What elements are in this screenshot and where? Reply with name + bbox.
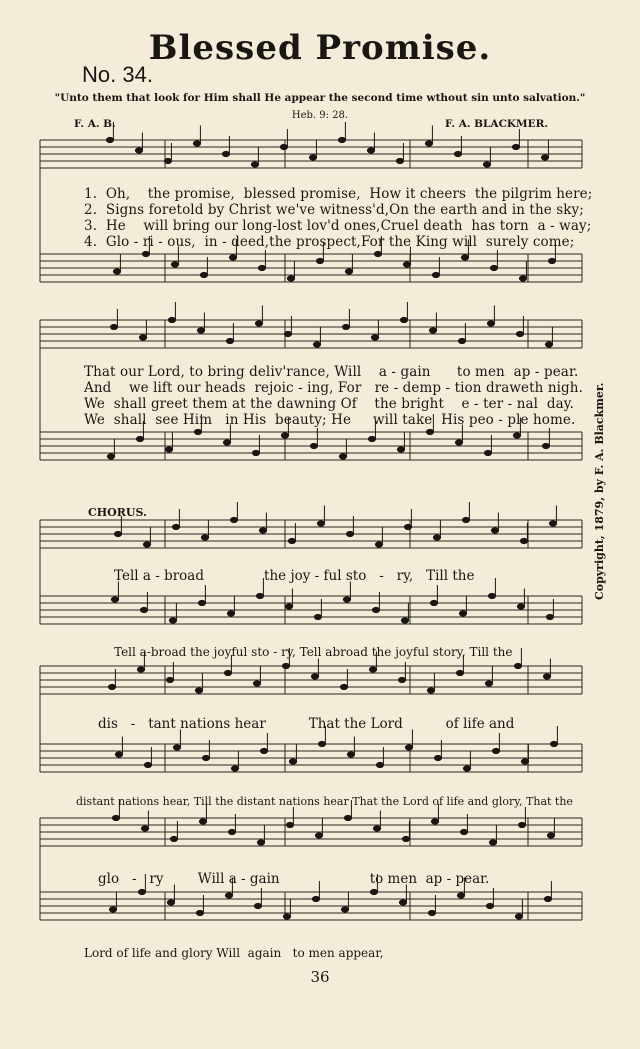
- scripture-reference: Heb. 9: 28.: [291, 110, 349, 121]
- notehead: [399, 900, 406, 905]
- chorus-treble-lyric-2: dis - tant nations hear That the Lord of life and: [98, 716, 515, 732]
- notehead: [315, 833, 322, 838]
- notehead: [108, 684, 115, 689]
- notehead: [231, 766, 238, 771]
- notehead: [259, 528, 266, 533]
- notehead: [543, 674, 550, 679]
- notehead: [115, 752, 122, 757]
- verse-4-line-1: 4. Glo - ri - ous, in - deed,the prospect,For the King will surely come;: [84, 234, 575, 250]
- notehead: [252, 450, 259, 455]
- notehead: [167, 900, 174, 905]
- notehead: [142, 251, 149, 256]
- verse-2-line-2: And we lift our heads rejoic - ing, For re - demp - tion draweth nigh.: [84, 380, 583, 396]
- verse-1-line-2: That our Lord, to bring deliv'rance, Will a - gain to men ap - pear.: [84, 364, 579, 380]
- page-number: 36: [310, 968, 330, 986]
- notehead: [138, 889, 145, 894]
- notehead: [370, 889, 377, 894]
- notehead: [170, 836, 177, 841]
- notehead: [342, 324, 349, 329]
- notehead: [171, 262, 178, 267]
- notehead: [193, 141, 200, 146]
- verse-4-line-2: We shall see Him in His beauty; He will take His peo - ple home.: [84, 412, 576, 428]
- notehead: [486, 903, 493, 908]
- notehead: [344, 815, 351, 820]
- notehead: [397, 447, 404, 452]
- notehead: [369, 667, 376, 672]
- notehead: [312, 896, 319, 901]
- notehead: [199, 819, 206, 824]
- notehead: [202, 755, 209, 760]
- notehead: [255, 321, 262, 326]
- notehead: [227, 611, 234, 616]
- notehead: [256, 593, 263, 598]
- notehead: [432, 272, 439, 277]
- notehead: [285, 604, 292, 609]
- verse-3-line-1: 3. He will bring our long-lost lov'd ones,Cruel death has torn a - way;: [84, 218, 592, 234]
- notehead: [280, 144, 287, 149]
- notehead: [318, 741, 325, 746]
- notehead: [281, 433, 288, 438]
- verse-1-line-1: 1. Oh, the promise, blessed promise, How it cheers the pilgrim here;: [84, 186, 593, 202]
- notehead: [166, 677, 173, 682]
- notehead: [513, 433, 520, 438]
- notehead: [488, 593, 495, 598]
- notehead: [309, 155, 316, 160]
- notehead: [515, 914, 522, 919]
- chorus-label: CHORUS.: [88, 506, 147, 519]
- notehead: [288, 538, 295, 543]
- notehead: [545, 342, 552, 347]
- notehead: [198, 600, 205, 605]
- notehead: [542, 443, 549, 448]
- verse-3-line-2: We shall greet them at the dawning Of the bright e - ter - nal day.: [84, 396, 575, 412]
- lyricist-credit: F. A. B.: [74, 118, 116, 130]
- notehead: [427, 688, 434, 693]
- notehead: [283, 914, 290, 919]
- notehead: [372, 607, 379, 612]
- notehead: [253, 681, 260, 686]
- verse-2-line-1: 2. Signs foretold by Christ we've witness'd,On the earth and in the sky;: [84, 202, 584, 218]
- notehead: [197, 328, 204, 333]
- notehead: [114, 531, 121, 536]
- notehead: [257, 840, 264, 845]
- notehead: [311, 674, 318, 679]
- notehead: [485, 681, 492, 686]
- notehead: [229, 255, 236, 260]
- notehead: [345, 269, 352, 274]
- notehead: [317, 521, 324, 526]
- notehead: [521, 759, 528, 764]
- notehead: [487, 321, 494, 326]
- notehead: [463, 766, 470, 771]
- notehead: [225, 893, 232, 898]
- notehead: [169, 618, 176, 623]
- notehead: [107, 454, 114, 459]
- notehead: [375, 542, 382, 547]
- notehead: [226, 338, 233, 343]
- notehead: [541, 155, 548, 160]
- notehead: [373, 826, 380, 831]
- notehead: [106, 137, 113, 142]
- notehead: [136, 436, 143, 441]
- notehead: [254, 903, 261, 908]
- notehead: [520, 538, 527, 543]
- notehead: [316, 258, 323, 263]
- notehead: [518, 822, 525, 827]
- scripture-epigraph: "Unto them that look for Him shall He appear the second time wthout sin unto salvation.": [54, 92, 586, 104]
- notehead: [194, 429, 201, 434]
- notehead: [258, 265, 265, 270]
- notehead: [228, 829, 235, 834]
- notehead: [340, 684, 347, 689]
- notehead: [251, 162, 258, 167]
- notehead: [404, 524, 411, 529]
- notehead: [195, 688, 202, 693]
- notehead: [459, 611, 466, 616]
- notehead: [492, 748, 499, 753]
- notehead: [460, 829, 467, 834]
- notehead: [200, 272, 207, 277]
- notehead: [368, 436, 375, 441]
- notehead: [141, 826, 148, 831]
- notehead: [374, 251, 381, 256]
- notehead: [462, 517, 469, 522]
- notehead: [173, 745, 180, 750]
- notehead: [431, 819, 438, 824]
- notehead: [519, 276, 526, 281]
- notehead: [222, 151, 229, 156]
- notehead: [433, 535, 440, 540]
- notehead: [110, 324, 117, 329]
- notehead: [338, 137, 345, 142]
- notehead: [544, 896, 551, 901]
- notehead: [112, 815, 119, 820]
- notehead: [490, 265, 497, 270]
- chorus-bass-lyric-1: Tell a-broad the joyful sto - ry, Tell abroad the joyful story, Till the: [114, 645, 513, 659]
- notehead: [461, 255, 468, 260]
- notehead: [548, 258, 555, 263]
- notehead: [402, 836, 409, 841]
- notehead: [547, 833, 554, 838]
- notehead: [314, 614, 321, 619]
- notehead: [403, 262, 410, 267]
- notehead: [347, 752, 354, 757]
- notehead: [139, 335, 146, 340]
- notehead: [165, 447, 172, 452]
- notehead: [517, 604, 524, 609]
- notehead: [172, 524, 179, 529]
- notehead: [339, 454, 346, 459]
- notehead: [455, 440, 462, 445]
- notehead: [429, 328, 436, 333]
- notehead: [428, 910, 435, 915]
- notehead: [286, 822, 293, 827]
- chorus-bass-lyric-2: distant nations hear, Till the distant nations hear That the Lord of life and glory, That the: [76, 795, 573, 808]
- notehead: [201, 535, 208, 540]
- composer-credit: F. A. BLACKMER.: [445, 118, 549, 130]
- notehead: [196, 910, 203, 915]
- notehead: [457, 893, 464, 898]
- notehead: [376, 762, 383, 767]
- notehead: [144, 762, 151, 767]
- notehead: [491, 528, 498, 533]
- chorus-bass-lyric-3: Lord of life and glory Will again to men appear,: [84, 946, 384, 960]
- notehead: [164, 158, 171, 163]
- notehead: [483, 162, 490, 167]
- notehead: [137, 667, 144, 672]
- notehead: [223, 440, 230, 445]
- notehead: [230, 517, 237, 522]
- notehead: [546, 614, 553, 619]
- copyright-notice: Copyright, 1879, by F. A. Blackmer.: [593, 382, 606, 600]
- notehead: [489, 840, 496, 845]
- notehead: [512, 144, 519, 149]
- notehead: [430, 600, 437, 605]
- notehead: [550, 741, 557, 746]
- notehead: [287, 276, 294, 281]
- chorus-treble-lyric-1: Tell a - broad the joy - ful sto - ry, Till the: [114, 568, 475, 584]
- notehead: [400, 317, 407, 322]
- notehead: [282, 663, 289, 668]
- notehead: [224, 670, 231, 675]
- notehead: [454, 151, 461, 156]
- notehead: [113, 269, 120, 274]
- notehead: [514, 663, 521, 668]
- notehead: [289, 759, 296, 764]
- notehead: [367, 148, 374, 153]
- notehead: [343, 597, 350, 602]
- notehead: [260, 748, 267, 753]
- notehead: [458, 338, 465, 343]
- notehead: [310, 443, 317, 448]
- notehead: [371, 335, 378, 340]
- notehead: [168, 317, 175, 322]
- notehead: [434, 755, 441, 760]
- chorus-treble-lyric-3: glo - ry Will a - gain to men ap - pear.: [98, 871, 490, 887]
- notehead: [284, 331, 291, 336]
- notehead: [401, 618, 408, 623]
- notehead: [135, 148, 142, 153]
- notehead: [426, 429, 433, 434]
- notehead: [396, 158, 403, 163]
- notehead: [313, 342, 320, 347]
- notehead: [425, 141, 432, 146]
- notehead: [341, 907, 348, 912]
- hymn-number: No. 34.: [82, 62, 153, 87]
- notehead: [111, 597, 118, 602]
- notehead: [456, 670, 463, 675]
- notehead: [405, 745, 412, 750]
- notehead: [484, 450, 491, 455]
- hymn-title: Blessed Promise.: [148, 28, 492, 68]
- notehead: [516, 331, 523, 336]
- notehead: [109, 907, 116, 912]
- notehead: [346, 531, 353, 536]
- notehead: [549, 521, 556, 526]
- notehead: [143, 542, 150, 547]
- notehead: [398, 677, 405, 682]
- notehead: [140, 607, 147, 612]
